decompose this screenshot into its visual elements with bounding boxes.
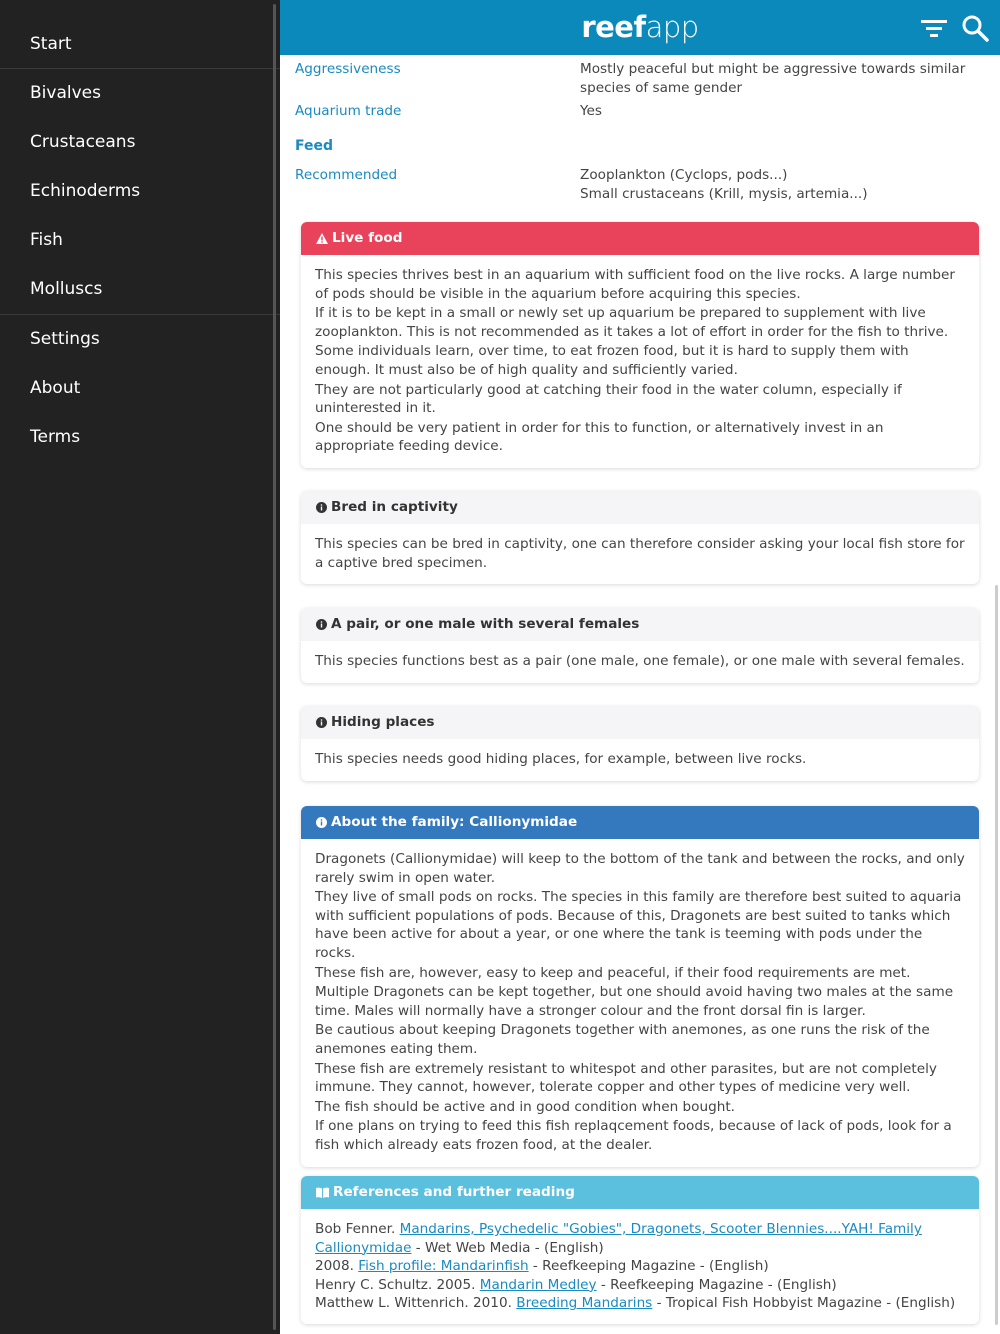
panel-paragraph: This species thrives best in an aquarium with sufficient food on the live rocks. A large number of pods should be visible in the aquarium before acquiring this species. bbox=[315, 267, 956, 302]
panel-paragraph: If it is to be kept in a small or newly set up aquarium be prepared to supplement with live zooplankton. This is not recommended as it takes a lot of effort in order for the fish to thrive. bbox=[315, 305, 949, 340]
panel-paragraph: Some individuals learn, over time, to eat frozen food, but it is hard to supply them with enough. It must also be of high quality and sufficiently varied. bbox=[315, 343, 909, 378]
panel-title: References and further reading bbox=[333, 1184, 575, 1200]
panel-title: Hiding places bbox=[331, 714, 435, 730]
panel-about-the-family-callionymidae bbox=[301, 806, 979, 1167]
reference-source: - Wet Web Media - (English) bbox=[411, 1239, 604, 1256]
panel-header bbox=[301, 806, 979, 839]
nav-group bbox=[0, 69, 280, 315]
panel-header bbox=[301, 222, 979, 255]
panel-a-pair-or-one-male-with-several-females bbox=[301, 608, 979, 683]
panel-body bbox=[301, 641, 979, 683]
panel-paragraph: This species needs good hiding places, for example, between live rocks. bbox=[315, 751, 807, 767]
reference-source: - Reefkeeping Magazine - (English) bbox=[596, 1276, 837, 1293]
reference-author: 2008. bbox=[315, 1258, 359, 1275]
sidebar-item-about[interactable]: About bbox=[30, 378, 81, 398]
detail-value: Yes bbox=[580, 103, 602, 119]
panel-paragraph: Dragonets (Callionymidae) will keep to the bottom of the tank and between the rocks, and only rarely swim in open water. bbox=[315, 851, 965, 886]
panel-title: Bred in captivity bbox=[331, 499, 458, 515]
main-content bbox=[280, 0, 1000, 1334]
detail-label: Aggressiveness bbox=[295, 61, 401, 77]
panel-hiding-places bbox=[301, 706, 979, 781]
info-icon bbox=[316, 502, 327, 513]
panel-paragraph: This species functions best as a pair (one male, one female), or one male with several females. bbox=[315, 653, 965, 669]
detail-value bbox=[580, 166, 980, 203]
panel-body bbox=[301, 839, 979, 1167]
filter-icon[interactable] bbox=[920, 14, 948, 42]
sidebar-item-settings[interactable]: Settings bbox=[30, 329, 100, 349]
panel-paragraph: Be cautious about keeping Dragonets together with anemones, as one runs the risk of the anemones eating them. bbox=[315, 1022, 930, 1057]
panel-body bbox=[301, 255, 979, 468]
feed-item: Small crustaceans (Krill, mysis, artemia...) bbox=[580, 185, 868, 202]
feed-item: Zooplankton (Cyclops, pods...) bbox=[580, 167, 788, 183]
reference-author: Bob Fenner. bbox=[315, 1221, 400, 1237]
detail-label: Aquarium trade bbox=[295, 103, 402, 119]
main-scrollbar[interactable] bbox=[995, 585, 998, 1325]
reference-link[interactable]: Fish profile: Mandarinfish bbox=[358, 1258, 529, 1275]
app-title: reefapp bbox=[581, 10, 699, 44]
reference-link[interactable]: Mandarin Medley bbox=[479, 1276, 597, 1293]
panel-title: Live food bbox=[332, 230, 403, 246]
reference-link[interactable]: Mandarins, Psychedelic "Gobies", Dragonets, Scooter Blennies....YAH! Family Callionymidae bbox=[315, 1221, 922, 1256]
panel-paragraph: Multiple Dragonets can be kept together, but one should avoid having two males at the same time. Males will normally have a stronger colour and the front dorsal fin is larger. bbox=[315, 984, 954, 1019]
panel-bred-in-captivity bbox=[301, 491, 979, 584]
reference-item bbox=[315, 1257, 965, 1276]
sidebar-item-terms[interactable]: Terms bbox=[30, 427, 81, 447]
panel-header bbox=[301, 491, 979, 524]
panel-body bbox=[301, 524, 979, 584]
panel-title: About the family: Callionymidae bbox=[331, 814, 578, 830]
panel-paragraph: This species can be bred in captivity, one can therefore consider asking your local fish store for a captive bred specimen. bbox=[315, 536, 965, 571]
sidebar-scrollbar[interactable] bbox=[273, 4, 276, 1330]
sidebar-item-fish[interactable]: Fish bbox=[30, 230, 63, 250]
panel-header bbox=[301, 706, 979, 739]
detail-label: Recommended bbox=[295, 167, 398, 183]
search-icon[interactable] bbox=[961, 14, 989, 42]
panel-paragraph: They live of small pods on rocks. The species in this family are therefore best suited to aquaria with sufficient populations of pods. Because of this, Dragonets are best suited to tanks which have been active for about a year, or one where the tank is teeming with pods under the rocks. bbox=[315, 889, 962, 961]
nav-group bbox=[0, 0, 280, 69]
reference-author: Matthew L. Wittenrich. 2010. bbox=[315, 1295, 517, 1312]
reference-author: Henry C. Schultz. 2005. bbox=[315, 1276, 480, 1293]
panel-paragraph: One should be very patient in order for this to function, or alternatively invest in an appropriate feeding device. bbox=[315, 419, 884, 455]
panel-title: A pair, or one male with several females bbox=[331, 616, 640, 632]
reference-item bbox=[315, 1294, 965, 1313]
sidebar bbox=[0, 0, 280, 1334]
nav-group bbox=[0, 315, 280, 462]
book-icon bbox=[316, 1187, 329, 1198]
reference-source: - Tropical Fish Hobbyist Magazine - (English) bbox=[652, 1295, 956, 1312]
sidebar-item-bivalves[interactable]: Bivalves bbox=[30, 83, 101, 103]
panel-header bbox=[301, 608, 979, 641]
panel-paragraph: If one plans on trying to feed this fish replaqcement foods, because of lack of pods, look for a fish which already eats frozen food, at the dealer. bbox=[315, 1118, 952, 1153]
sidebar-item-echinoderms[interactable]: Echinoderms bbox=[30, 181, 141, 201]
reference-link[interactable]: Breeding Mandarins bbox=[516, 1295, 653, 1312]
panel-header bbox=[301, 1176, 979, 1209]
warning-icon bbox=[316, 233, 328, 244]
panel-live-food bbox=[301, 222, 979, 468]
references-panel bbox=[301, 1176, 979, 1324]
panel-body bbox=[301, 739, 979, 781]
panel-paragraph: They are not particularly good at catching their food in the water column, especially if uninterested in it. bbox=[315, 381, 902, 417]
panel-paragraph: These fish are, however, easy to keep and peaceful, if their food requirements are met. bbox=[315, 964, 911, 981]
sidebar-item-start[interactable]: Start bbox=[30, 34, 72, 54]
sidebar-item-molluscs[interactable]: Molluscs bbox=[30, 279, 103, 299]
reference-source: - Reefkeeping Magazine - (English) bbox=[528, 1258, 769, 1275]
sidebar-item-crustaceans[interactable]: Crustaceans bbox=[30, 132, 136, 152]
feed-heading: Feed bbox=[295, 138, 334, 154]
info-icon bbox=[316, 817, 327, 828]
reference-item bbox=[315, 1276, 965, 1295]
app-header bbox=[280, 0, 1000, 55]
reference-item bbox=[315, 1220, 965, 1257]
info-icon bbox=[316, 619, 327, 630]
panel-paragraph: The fish should be active and in good condition when bought. bbox=[315, 1098, 735, 1115]
panel-paragraph: These fish are extremely resistant to whitespot and other parasites, but are not completely immune. They cannot, however, tolerate copper and other types of medicine very well. bbox=[315, 1060, 937, 1096]
info-icon bbox=[316, 717, 327, 728]
detail-value: Mostly peaceful but might be aggressive towards similar species of same gender bbox=[580, 61, 966, 96]
